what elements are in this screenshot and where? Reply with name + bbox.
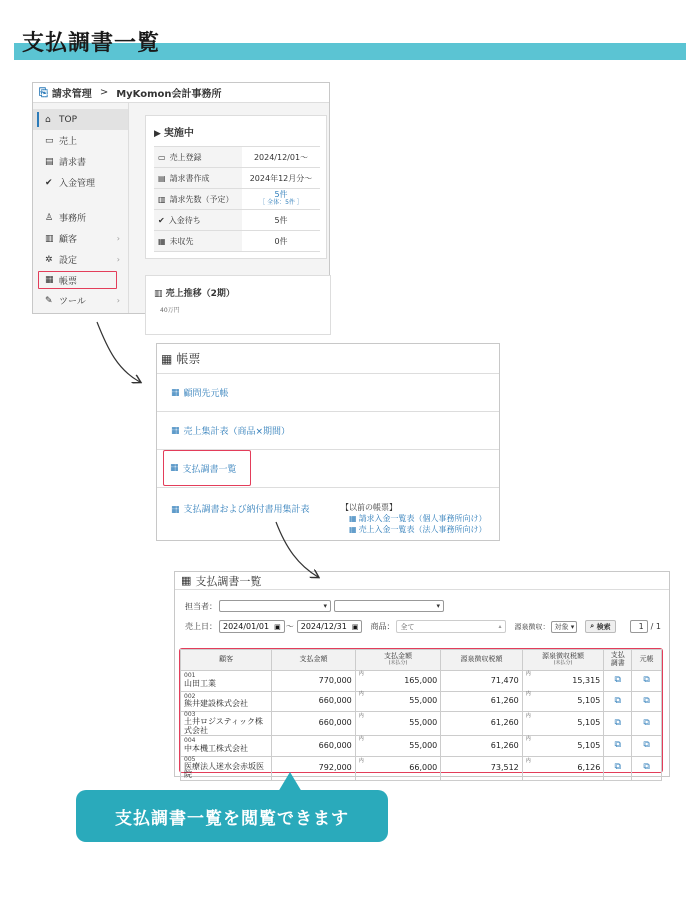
search-button-label: 検索 (596, 622, 611, 631)
external-link-icon[interactable]: ⧉ (632, 691, 662, 712)
customer-name: 医療法人迷水会赤坂医院 (184, 761, 264, 780)
cell-customer (181, 756, 272, 780)
table-row (181, 736, 662, 757)
gear-icon: ✲ (45, 254, 53, 265)
report-link-label: 売上集計表（商品×期間） (183, 427, 291, 437)
status-row (154, 168, 320, 189)
sidebar-item-label: 入金管理 (59, 179, 96, 189)
billing-count-link[interactable] (242, 189, 320, 210)
customer-name: 熊井建設株式会社 (184, 699, 248, 709)
breadcrumb (33, 83, 329, 103)
building-icon: ▥ (158, 194, 166, 204)
sidebar-item-label: 設定 (59, 256, 78, 266)
cell-tax: 61,260 (441, 712, 523, 736)
reports-title (157, 344, 499, 374)
status-table (154, 146, 320, 252)
payment-records-title (175, 572, 669, 590)
report-link-customer-ledger[interactable] (157, 374, 499, 412)
cell-unpaid (355, 691, 441, 712)
calendar-icon: ▣ (274, 622, 281, 631)
status-label-text: 売上登録 (169, 152, 202, 162)
callout-tail (278, 772, 302, 792)
cell-tax: 73,512 (441, 756, 523, 780)
unpaid-value: 55,000 (409, 718, 438, 728)
status-label-text: 請求書作成 (169, 173, 210, 183)
sales-trend-card (145, 275, 331, 335)
external-link-icon[interactable]: ⧉ (604, 712, 632, 736)
sidebar-item-label: 顧客 (59, 235, 78, 245)
inner-mark: 内 (525, 757, 531, 764)
cell-amount: 770,000 (272, 671, 356, 692)
external-link-icon[interactable]: ⧉ (632, 736, 662, 757)
sales-trend-title (146, 276, 330, 299)
report-link-label: 支払調書および納付書用集計表 (183, 505, 310, 515)
inner-mark: 内 (525, 691, 531, 698)
external-link-icon[interactable]: ⧉ (632, 671, 662, 692)
wrench-icon: ✎ (45, 295, 53, 306)
page-total: / 1 (650, 622, 661, 631)
status-label-text: 入金待ち (168, 215, 201, 225)
sidebar-item-sales[interactable] (33, 130, 128, 151)
status-title (146, 116, 326, 142)
unpaid-value: 55,000 (409, 740, 438, 750)
unpaid-value: 66,000 (409, 762, 438, 772)
cell-tax-unpaid (522, 756, 604, 780)
status-label (154, 189, 242, 210)
arrow-to-reports-menu (97, 322, 140, 382)
table-row (181, 712, 662, 736)
date-range-tilde: 〜 (285, 622, 294, 631)
table-row (181, 691, 662, 712)
tax-unpaid-value: 5,105 (577, 740, 601, 750)
staff-label: 担当者： (185, 601, 217, 611)
product-label: 商品： (370, 622, 395, 631)
sidebar-item-tools[interactable] (33, 290, 128, 311)
prev-report-link-corporate[interactable] (341, 524, 487, 535)
withhold-value: 対象 (554, 622, 569, 631)
col-unpaid-sub: (未払分) (388, 660, 408, 667)
dashboard-screenshot (32, 82, 330, 314)
card-icon: ▭ (158, 152, 166, 162)
inner-mark: 内 (358, 757, 364, 764)
previous-reports-label: 【以前の帳票】 (341, 503, 397, 512)
table-icon: ▦ (158, 236, 166, 246)
reports-title-text: 帳票 (176, 352, 201, 366)
status-card (145, 115, 327, 259)
tax-unpaid-value: 5,105 (577, 696, 601, 706)
customer-code: 001 (184, 672, 196, 680)
table-icon: ▦ (161, 351, 173, 366)
sidebar-item-customer[interactable] (33, 228, 128, 249)
card-icon: ▭ (45, 135, 54, 146)
report-link-payment-summary[interactable] (171, 502, 310, 515)
customer-name: 土井ロジスティック株式会社 (184, 717, 263, 735)
customer-name: 山田工業 (184, 678, 216, 688)
col-tax-unpaid[interactable] (522, 650, 604, 671)
table-row (181, 671, 662, 692)
report-link-label: 請求入金一覧表（個人事務所向け） (358, 514, 487, 524)
cell-tax-unpaid (522, 671, 604, 692)
date-label: 売上日： (185, 622, 217, 631)
chevron-right-icon: › (116, 296, 120, 305)
col-tax[interactable]: 源泉徴収税額 (441, 650, 523, 671)
status-label (154, 168, 242, 189)
customer-code: 002 (184, 692, 196, 700)
external-link-icon[interactable]: ⧉ (604, 736, 632, 757)
cell-amount: 792,000 (272, 756, 356, 780)
date-filter (185, 620, 616, 633)
sidebar-item-label: ツール (59, 297, 86, 307)
search-button[interactable] (585, 620, 615, 633)
unpaid-value: 55,000 (409, 696, 438, 706)
play-circle-icon: ▶ (154, 129, 161, 139)
withhold-label: 源泉徴収： (514, 622, 550, 631)
status-value: 0件 (242, 231, 320, 252)
staff-select-1[interactable] (219, 600, 331, 612)
unpaid-value: 165,000 (404, 675, 438, 685)
payment-records-title-text: 支払調書一覧 (195, 574, 262, 588)
status-label-text: 請求先数（予定） (169, 194, 234, 204)
col-customer[interactable]: 顧客 (181, 650, 272, 671)
previous-reports (341, 502, 487, 536)
status-row (154, 210, 320, 231)
cell-tax-unpaid (522, 736, 604, 757)
col-tax-unpaid-label: 源泉徴収税額 (542, 652, 585, 661)
date-from-input[interactable] (219, 620, 285, 633)
cell-amount: 660,000 (272, 712, 356, 736)
document-icon: ▤ (158, 173, 166, 183)
tax-unpaid-value: 15,315 (572, 675, 601, 685)
date-to-value: 2024/12/31 (300, 622, 347, 631)
chevron-right-icon: › (116, 234, 120, 243)
check-circle-icon: ✔ (158, 215, 165, 225)
table-icon: ▦ (349, 514, 357, 524)
cell-tax-unpaid (522, 691, 604, 712)
cell-unpaid (355, 756, 441, 780)
calendar-icon: ▣ (351, 622, 359, 631)
status-sub: ［ 全体：5件 ］ (259, 199, 303, 207)
chevron-down-icon: ▾ (570, 622, 575, 631)
table-icon: ▦ (170, 463, 179, 473)
inner-mark: 内 (525, 735, 531, 742)
home-icon: ⌂ (45, 114, 51, 125)
status-label (154, 147, 242, 168)
status-value: 2024年12月分〜 (242, 168, 320, 189)
table-icon: ▦ (171, 505, 180, 515)
col-doc: 支払 調書 (604, 650, 632, 671)
chevron-down-icon: ▾ (323, 602, 327, 610)
table-row (181, 756, 662, 780)
cell-unpaid (355, 736, 441, 757)
external-link-icon[interactable]: ⧉ (604, 691, 632, 712)
table-header-row (181, 650, 662, 671)
prev-report-link-individual[interactable] (341, 513, 487, 524)
inner-mark: 内 (525, 713, 531, 720)
customer-code: 003 (184, 711, 196, 718)
withhold-select[interactable] (551, 621, 577, 633)
cell-customer (181, 736, 272, 757)
billing-icon: ⎘ (39, 85, 48, 99)
date-from-value: 2024/01/01 (223, 622, 270, 631)
chevron-down-icon: ▾ (436, 602, 440, 610)
sidebar-item-reports[interactable] (37, 270, 118, 290)
sidebar-item-office[interactable] (33, 207, 128, 228)
sidebar-item-label: 事務所 (59, 214, 87, 224)
status-label (154, 210, 242, 231)
sidebar (33, 103, 129, 313)
cell-tax: 71,470 (441, 671, 523, 692)
inner-mark: 内 (358, 735, 364, 742)
sidebar-item-label: TOP (59, 114, 78, 125)
chevron-right-icon: › (116, 255, 120, 264)
sales-title-text: 売上推移（2期） (165, 289, 235, 299)
cell-customer (181, 691, 272, 712)
callout-banner: 支払調書一覧を閲覧できます (76, 790, 388, 842)
status-row (154, 231, 320, 252)
pagination (630, 620, 661, 633)
status-row (154, 147, 320, 168)
dashboard-main (129, 103, 329, 313)
cell-tax-unpaid (522, 712, 604, 736)
document-icon: ▤ (45, 156, 54, 167)
page-header (14, 24, 686, 64)
date-to-input[interactable] (297, 620, 363, 633)
staff-select-2[interactable] (334, 600, 444, 612)
reports-menu-screenshot (156, 343, 500, 541)
customer-code: 005 (184, 755, 196, 763)
status-label-text: 未収先 (169, 236, 194, 246)
status-value: 2024/12/01〜 (242, 147, 320, 168)
report-link-label: 支払調書一覧 (182, 464, 237, 475)
payment-table (180, 649, 662, 781)
tax-unpaid-value: 5,105 (577, 718, 601, 728)
col-unpaid-label: 支払金額 (384, 652, 413, 661)
external-link-icon[interactable]: ⧉ (604, 756, 632, 780)
tax-unpaid-value: 6,126 (577, 762, 601, 772)
bar-chart-icon: ▥ (154, 289, 166, 299)
col-unpaid[interactable] (355, 650, 441, 671)
inner-mark: 内 (358, 691, 364, 698)
table-icon: ▦ (171, 387, 180, 398)
sidebar-item-invoice[interactable] (33, 151, 128, 172)
sidebar-item-payment[interactable] (33, 172, 128, 193)
report-link-payment-records[interactable] (163, 450, 251, 486)
cell-amount: 660,000 (272, 691, 356, 712)
status-title-text: 実施中 (163, 128, 194, 139)
status-value: 5件 (274, 190, 288, 200)
payment-table-highlight (179, 648, 663, 780)
page-input[interactable]: 1 (630, 620, 648, 633)
check-circle-icon: ✔ (45, 177, 53, 188)
col-ledger: 元帳 (632, 650, 662, 671)
table-icon: ▦ (349, 525, 357, 535)
external-link-icon[interactable]: ⧉ (632, 756, 662, 780)
report-link-label: 顧問先元帳 (183, 389, 229, 399)
staff-filter (185, 600, 444, 612)
product-value: 全て (400, 622, 415, 631)
inner-mark: 内 (358, 670, 364, 677)
external-link-icon[interactable]: ⧉ (604, 671, 632, 692)
report-link-label: 売上入金一覧表（法人事務所向け） (358, 525, 487, 535)
cell-customer (181, 671, 272, 692)
external-link-icon[interactable]: ⧉ (632, 712, 662, 736)
breadcrumb-separator: > (99, 87, 109, 98)
cell-unpaid (355, 712, 441, 736)
cell-tax: 61,260 (441, 736, 523, 757)
col-amount[interactable]: 支払金額 (272, 650, 356, 671)
product-select[interactable] (396, 620, 506, 633)
page-title: 支払調書一覧 (22, 31, 161, 56)
sidebar-item-label: 売上 (59, 137, 78, 147)
sidebar-item-label: 請求書 (59, 158, 87, 168)
inner-mark: 内 (358, 713, 364, 720)
report-link-sales-summary[interactable] (157, 412, 499, 450)
breadcrumb-root[interactable]: 請求管理 (51, 89, 92, 100)
inner-mark: 内 (525, 670, 531, 677)
cell-tax: 61,260 (441, 691, 523, 712)
cell-amount: 660,000 (272, 736, 356, 757)
status-label (154, 231, 242, 252)
payment-records-screenshot (174, 571, 670, 780)
breadcrumb-current: MyKomon会計事務所 (116, 89, 222, 100)
sidebar-item-top[interactable] (33, 109, 128, 130)
col-tax-unpaid-sub: (未払分) (553, 660, 573, 667)
status-value: 5件 (242, 210, 320, 231)
customer-code: 004 (184, 737, 196, 745)
sales-axis-unit: 40万円 (160, 307, 180, 314)
table-icon: ▦ (45, 275, 54, 285)
search-icon: ⌕ (590, 622, 595, 630)
cell-customer (181, 712, 272, 736)
building-icon: ▥ (45, 233, 54, 244)
sidebar-item-label: 帳票 (59, 276, 78, 287)
customer-name: 中本機工株式会社 (184, 743, 248, 753)
status-row (154, 189, 320, 210)
table-icon: ▦ (171, 425, 180, 436)
table-icon: ▦ (181, 574, 192, 587)
cell-unpaid (355, 671, 441, 692)
user-icon: ♙ (45, 212, 54, 223)
sidebar-item-settings[interactable] (33, 249, 128, 270)
